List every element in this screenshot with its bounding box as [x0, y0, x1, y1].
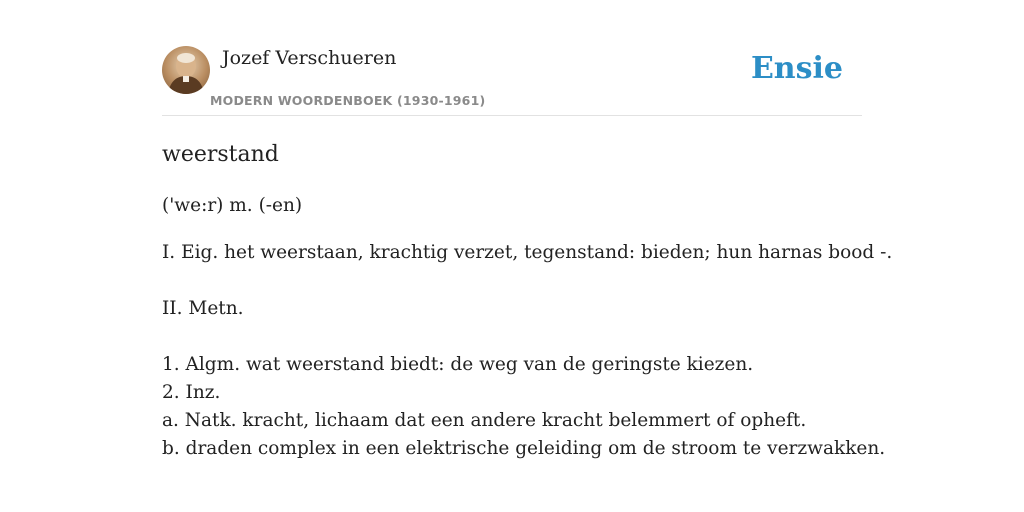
source-label[interactable]: MODERN WOORDENBOEK (1930-1961) — [210, 93, 486, 108]
entry-term: weerstand — [162, 142, 279, 167]
brand-logo[interactable]: Ensie — [750, 51, 843, 86]
definition-line: II. Metn. — [162, 298, 244, 319]
definition-line: a. Natk. kracht, lichaam dat een andere kracht belemmert of opheft. — [162, 410, 807, 431]
definition-line: 2. Inz. — [162, 382, 221, 403]
header-divider — [162, 115, 862, 116]
author-avatar[interactable] — [162, 46, 210, 94]
definition-line: I. Eig. het weerstaan, krachtig verzet, tegenstand: bieden; hun harnas bood -. — [162, 242, 893, 263]
entry-page — [162, 0, 893, 512]
entry-pronunciation: ('we:r) m. (-en) — [162, 195, 303, 216]
author-name[interactable]: Jozef Verschueren — [222, 47, 397, 69]
definition-line: 1. Algm. wat weerstand biedt: de weg van de geringste kiezen. — [162, 354, 754, 375]
definition-line: b. draden complex in een elektrische geleiding om de stroom te verzwakken. — [162, 438, 886, 459]
portrait-icon — [162, 46, 210, 94]
